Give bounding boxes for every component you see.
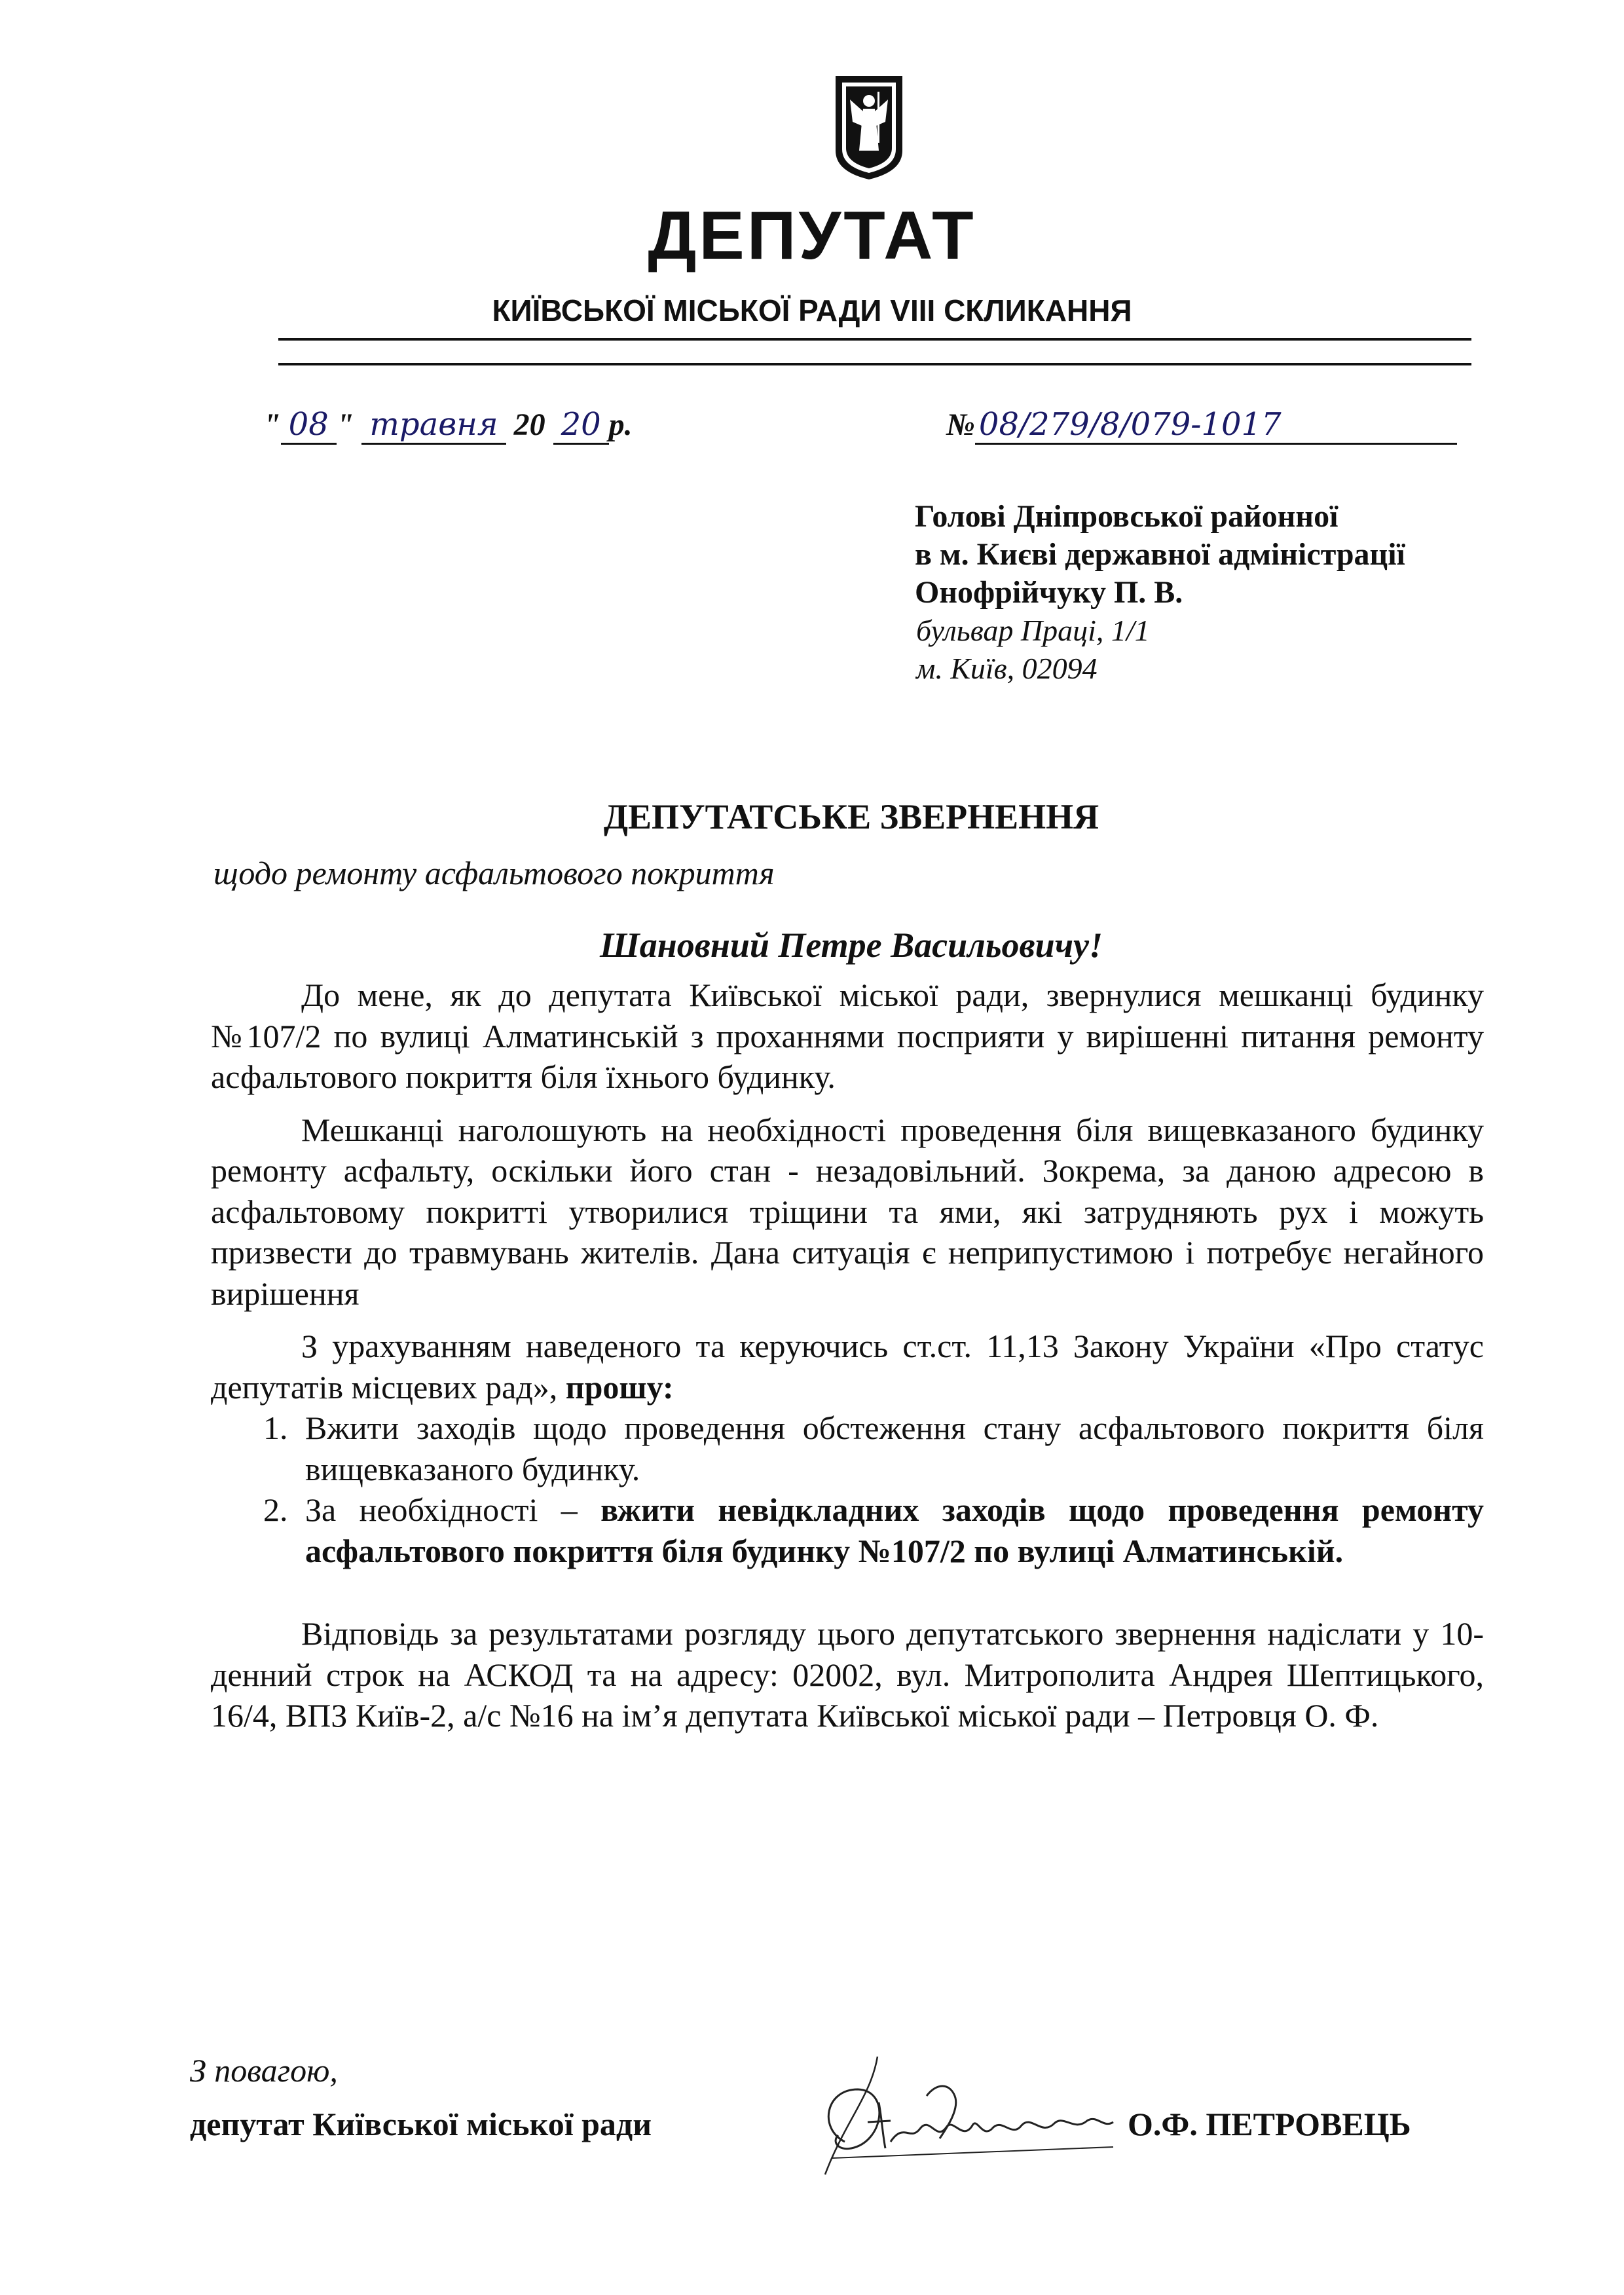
request-keyword: прошу: (565, 1368, 674, 1406)
document-subject: щодо ремонту асфальтового покриття (213, 855, 775, 891)
letter-body (211, 975, 1484, 1736)
number-value: 08/279/8/079-1017 (975, 406, 1457, 445)
addressee-city: м. Київ, 02094 (916, 652, 1098, 685)
paragraph-3-text: З урахуванням наведеного та керуючись ст.ст. 11,13 Закону України «Про статус депутатів місцевих рад», (211, 1328, 1484, 1406)
closing-phrase: З повагою, (190, 2052, 338, 2089)
letterhead-divider-bottom (278, 363, 1471, 365)
letterhead-subtitle: КИЇВСЬКОЇ МІСЬКОЇ РАДИ VIII СКЛИКАННЯ (492, 293, 1132, 327)
date-year-abbr: р. (608, 407, 633, 442)
handwritten-signature (805, 2043, 1146, 2201)
addressee-block (915, 498, 1609, 688)
date-quote-open: " (263, 407, 281, 442)
date-month: травня (361, 406, 506, 445)
paragraph-3 (211, 1326, 1484, 1408)
addressee-street: бульвар Праці, 1/1 (916, 614, 1150, 647)
date-quote-close: " (336, 407, 354, 442)
letterhead-divider-top (278, 338, 1471, 341)
paragraph-1: До мене, як до депутата Київської міської ради, звернулися мешканці будинку №107/2 по вулиці Алматинській з проханнями посприяти у вирішенні питання ремонту асфальтового покриття біля їхнього будинку. (211, 977, 1484, 1095)
number-prefix: № (946, 407, 975, 442)
request-item-1: 1. Вжити заходів щодо проведення обстеження стану асфальтового покриття біля вищевказаного будинку. (296, 1408, 1484, 1489)
signatory-name: О.Ф. ПЕТРОВЕЦЬ (1128, 2106, 1411, 2142)
signatory-role: депутат Київської міської ради (190, 2106, 652, 2142)
request-item-2-bold: вжити невідкладних заходів щодо проведення ремонту асфальтового покриття біля будинку №107/2 по вулиці Алматинській. (305, 1491, 1484, 1569)
document-title: ДЕПУТАТСЬКЕ ЗВЕРНЕННЯ (603, 797, 1099, 836)
addressee-line-1: Голові Дніпровської районної (915, 499, 1338, 534)
addressee-line-2: в м. Києві державної адміністрації (915, 537, 1405, 572)
date-day: 08 (281, 406, 337, 445)
addressee-name: Онофрійчуку П. В. (915, 575, 1183, 610)
letterhead-title: ДЕПУТАТ (648, 198, 976, 274)
salutation: Шановний Петре Васильовичу! (599, 925, 1103, 965)
registration-date (263, 406, 633, 443)
date-year-suffix: 20 (553, 406, 609, 445)
request-item-2 (296, 1489, 1484, 1571)
request-item-2-text: За необхідності – (305, 1491, 578, 1528)
kyiv-coat-of-arms-icon (833, 73, 905, 182)
request-list (211, 1408, 1484, 1571)
registration-number (946, 406, 1457, 445)
paragraph-4: Відповідь за результатами розгляду цього депутатського звернення надіслати у 10-денний строк на АСКОД та на адресу: 02002, вул. Митрополита Андрея Шептицького, 16/4, ВПЗ Київ-2, а/с №16 на ім’я депутата Київської міської ради – Петровця О. Ф. (211, 1615, 1484, 1734)
paragraph-2: Мешканці наголошують на необхідності проведення біля вищевказаного будинку ремонту асфальту, оскільки його стан - незадовільний. Зокрема, за даною адресою в асфальтовому покритті утворилися тріщини та ями, які затрудняють рух і можуть призвести до травмувань жителів. Дана ситуація є неприпустимою і потребує негайного вирішення (211, 1111, 1484, 1312)
date-year-prefix: 20 (513, 407, 545, 442)
